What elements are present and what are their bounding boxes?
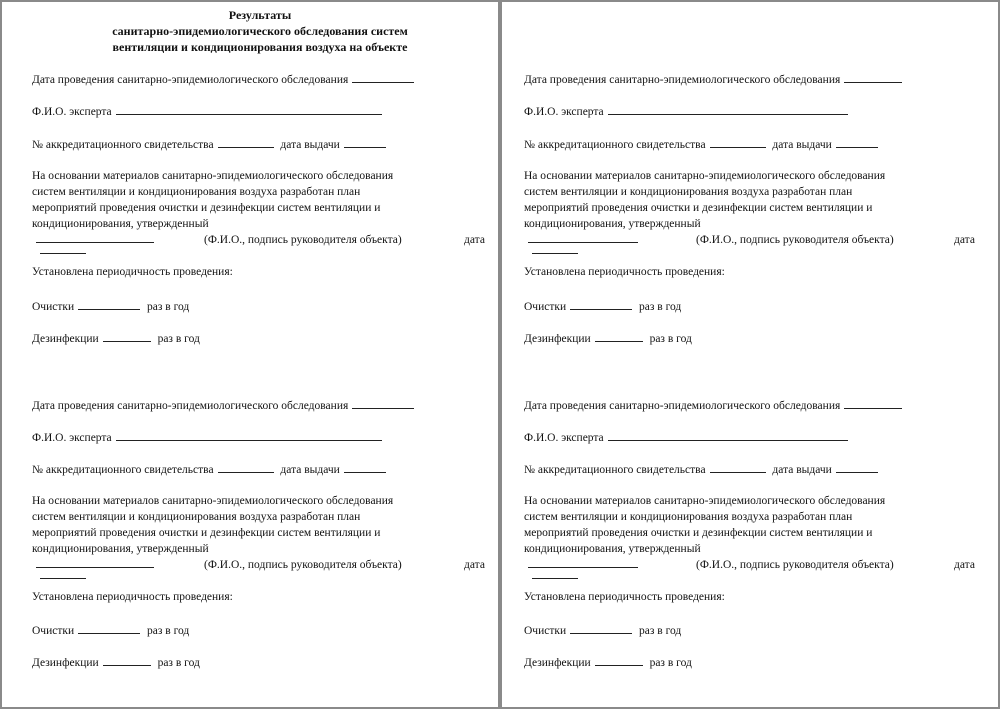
issue-blank[interactable] xyxy=(836,137,878,148)
periodicity-label: Установлена периодичность проведения: xyxy=(32,266,233,278)
page-right xyxy=(502,2,996,707)
signature-caption: (Ф.И.О., подпись руководителя объекта) xyxy=(696,559,894,571)
approved-label: кондиционирования, утвержденный xyxy=(524,218,701,230)
expert-label: Ф.И.О. эксперта xyxy=(32,106,112,118)
para-line: систем вентиляции и кондиционирования воздуха разработан план xyxy=(32,186,361,198)
para-line: систем вентиляции и кондиционирования воздуха разработан план xyxy=(32,511,361,523)
per-year-label: раз в год xyxy=(147,301,190,313)
expert-label: Ф.И.О. эксперта xyxy=(524,432,604,444)
cleaning-label: Очистки xyxy=(524,301,567,313)
para-line: На основании материалов санитарно-эпидемиологического обследования xyxy=(524,495,886,507)
date-blank[interactable] xyxy=(352,398,414,409)
para-line: систем вентиляции и кондиционирования воздуха разработан план xyxy=(524,511,853,523)
issue-label: дата выдачи xyxy=(772,464,832,476)
date-row xyxy=(32,72,418,86)
approval-date-blank[interactable] xyxy=(40,568,86,579)
expert-blank[interactable] xyxy=(116,430,382,441)
title-line-1: Результаты xyxy=(228,8,292,22)
per-year-label: раз в год xyxy=(639,625,682,637)
date-caption: дата xyxy=(954,559,975,571)
cleaning-label: Очистки xyxy=(524,625,567,637)
cert-blank[interactable] xyxy=(710,462,766,473)
disinfection-label: Дезинфекции xyxy=(524,657,591,669)
approver-blank[interactable] xyxy=(528,232,638,243)
disinfection-label: Дезинфекции xyxy=(524,333,591,345)
approved-label: кондиционирования, утвержденный xyxy=(32,218,209,230)
disinfection-row xyxy=(524,655,692,669)
cert-label: № аккредитационного свидетельства xyxy=(524,139,706,151)
para-line: мероприятий проведения очистки и дезинфекции систем вентиляции и xyxy=(32,202,381,214)
issue-label: дата выдачи xyxy=(280,139,340,151)
cleaning-label: Очистки xyxy=(32,625,75,637)
cert-label: № аккредитационного свидетельства xyxy=(524,464,706,476)
date-caption: дата xyxy=(954,234,975,246)
expert-row xyxy=(524,104,852,118)
cleaning-blank[interactable] xyxy=(570,623,632,634)
per-year-label: раз в год xyxy=(649,333,692,345)
expert-label: Ф.И.О. эксперта xyxy=(32,432,112,444)
approval-date-blank[interactable] xyxy=(532,243,578,254)
cleaning-blank[interactable] xyxy=(570,299,632,310)
disinfection-label: Дезинфекции xyxy=(32,333,99,345)
cleaning-blank[interactable] xyxy=(78,299,140,310)
issue-blank[interactable] xyxy=(836,462,878,473)
approval-date-blank[interactable] xyxy=(532,568,578,579)
disinfection-blank[interactable] xyxy=(103,331,151,342)
title-line-2: санитарно-эпидемиологического обследования систем xyxy=(112,24,408,38)
signature-caption: (Ф.И.О., подпись руководителя объекта) xyxy=(204,559,402,571)
page-left xyxy=(2,2,496,707)
disinfection-row xyxy=(32,655,200,669)
disinfection-row xyxy=(32,331,200,345)
date-blank[interactable] xyxy=(352,72,414,83)
cleaning-blank[interactable] xyxy=(78,623,140,634)
approved-label: кондиционирования, утвержденный xyxy=(32,543,209,555)
cert-row xyxy=(524,137,882,151)
expert-row xyxy=(524,430,852,444)
date-label: Дата проведения санитарно-эпидемиологического обследования xyxy=(524,400,841,412)
date-label: Дата проведения санитарно-эпидемиологического обследования xyxy=(32,400,349,412)
per-year-label: раз в год xyxy=(639,301,682,313)
expert-label: Ф.И.О. эксперта xyxy=(524,106,604,118)
expert-blank[interactable] xyxy=(608,104,848,115)
periodicity-label: Установлена периодичность проведения: xyxy=(524,591,725,603)
per-year-label: раз в год xyxy=(649,657,692,669)
cert-row xyxy=(32,137,390,151)
issue-blank[interactable] xyxy=(344,137,386,148)
approver-blank[interactable] xyxy=(36,232,154,243)
disinfection-blank[interactable] xyxy=(595,331,643,342)
para-line: систем вентиляции и кондиционирования воздуха разработан план xyxy=(524,186,853,198)
title-line-3: вентиляции и кондиционирования воздуха на объекте xyxy=(112,40,408,54)
date-caption: дата xyxy=(464,234,485,246)
para-line: мероприятий проведения очистки и дезинфекции систем вентиляции и xyxy=(32,527,381,539)
expert-blank[interactable] xyxy=(608,430,848,441)
expert-blank[interactable] xyxy=(116,104,382,115)
periodicity-label: Установлена периодичность проведения: xyxy=(32,591,233,603)
cleaning-row xyxy=(524,299,681,313)
disinfection-label: Дезинфекции xyxy=(32,657,99,669)
signature-caption: (Ф.И.О., подпись руководителя объекта) xyxy=(696,234,894,246)
cert-blank[interactable] xyxy=(710,137,766,148)
cert-label: № аккредитационного свидетельства xyxy=(32,464,214,476)
date-row xyxy=(32,398,418,412)
cert-blank[interactable] xyxy=(218,462,274,473)
disinfection-blank[interactable] xyxy=(103,655,151,666)
para-line: мероприятий проведения очистки и дезинфекции систем вентиляции и xyxy=(524,527,873,539)
signature-caption: (Ф.И.О., подпись руководителя объекта) xyxy=(204,234,402,246)
approver-blank[interactable] xyxy=(528,557,638,568)
date-caption: дата xyxy=(464,559,485,571)
approved-label: кондиционирования, утвержденный xyxy=(524,543,701,555)
per-year-label: раз в год xyxy=(147,625,190,637)
date-blank[interactable] xyxy=(844,72,902,83)
disinfection-row xyxy=(524,331,692,345)
cleaning-row xyxy=(32,623,189,637)
expert-row xyxy=(32,430,386,444)
issue-label: дата выдачи xyxy=(280,464,340,476)
para-line: На основании материалов санитарно-эпидемиологического обследования xyxy=(524,170,886,182)
cleaning-row xyxy=(32,299,189,313)
cleaning-row xyxy=(524,623,681,637)
approval-date-blank[interactable] xyxy=(40,243,86,254)
cert-blank[interactable] xyxy=(218,137,274,148)
para-line: На основании материалов санитарно-эпидемиологического обследования xyxy=(32,170,394,182)
disinfection-blank[interactable] xyxy=(595,655,643,666)
approver-blank[interactable] xyxy=(36,557,154,568)
date-row xyxy=(524,398,906,412)
periodicity-label: Установлена периодичность проведения: xyxy=(524,266,725,278)
cleaning-label: Очистки xyxy=(32,301,75,313)
date-label: Дата проведения санитарно-эпидемиологического обследования xyxy=(32,74,349,86)
date-label: Дата проведения санитарно-эпидемиологического обследования xyxy=(524,74,841,86)
cert-row xyxy=(524,462,882,476)
issue-label: дата выдачи xyxy=(772,139,832,151)
per-year-label: раз в год xyxy=(157,333,200,345)
para-line: На основании материалов санитарно-эпидемиологического обследования xyxy=(32,495,394,507)
cert-row xyxy=(32,462,390,476)
date-blank[interactable] xyxy=(844,398,902,409)
document-title xyxy=(62,7,458,55)
per-year-label: раз в год xyxy=(157,657,200,669)
issue-blank[interactable] xyxy=(344,462,386,473)
para-line: мероприятий проведения очистки и дезинфекции систем вентиляции и xyxy=(524,202,873,214)
cert-label: № аккредитационного свидетельства xyxy=(32,139,214,151)
date-row xyxy=(524,72,906,86)
expert-row xyxy=(32,104,386,118)
